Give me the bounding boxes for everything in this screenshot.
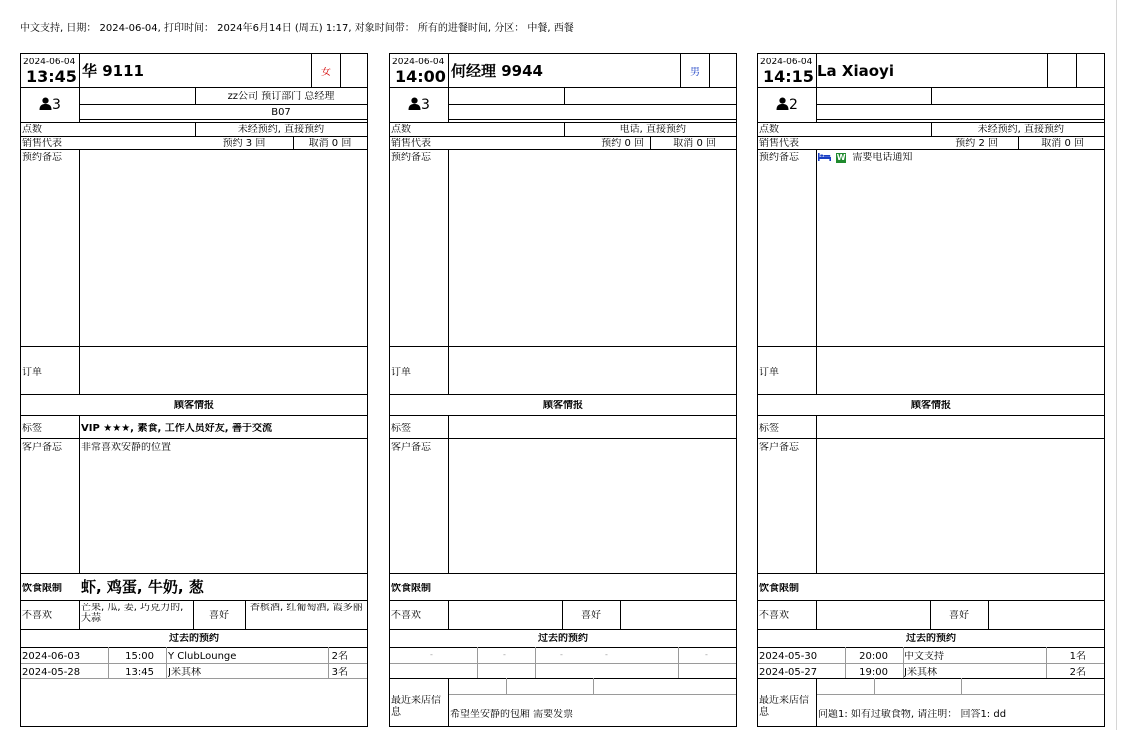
history-count: 2名	[1069, 667, 1086, 678]
guest-count-value: 2	[789, 97, 798, 113]
reserve-type: 未经预约, 直接预约	[237, 124, 325, 135]
page-edge-line	[1116, 0, 1117, 730]
customer-notes-label: 客户备忘	[22, 442, 62, 453]
reservation-date: 2024-06-04	[760, 58, 813, 67]
history-time: 20:00	[859, 651, 888, 662]
reserve-count: 预约 0 回	[601, 138, 644, 149]
recent-info-label: 最近来店信息	[759, 695, 809, 718]
table-number: B07	[271, 107, 291, 118]
likes-label: 喜好	[209, 610, 229, 621]
gender-badge: 男	[690, 67, 700, 78]
history-time: 19:00	[859, 667, 888, 678]
reserve-count: 预约 2 回	[955, 138, 998, 149]
reserve-count: 预约 3 回	[222, 138, 266, 149]
reservation-notes-label: 预约备忘	[22, 152, 62, 163]
sales-rep-label: 销售代表	[759, 138, 799, 149]
history-date: 2024-05-28	[22, 667, 81, 678]
history-date: 2024-06-03	[22, 651, 81, 662]
customer-notes-label: 客户备忘	[391, 442, 431, 453]
likes-label: 喜好	[949, 610, 969, 621]
tags-label: 标签	[391, 423, 411, 434]
guest-count-value: 3	[52, 97, 61, 113]
recent-info-value: 希望坐安静的包厢 需要发票	[450, 709, 574, 720]
customer-info-heading: 顾客情报	[543, 400, 583, 411]
reserve-type: 未经预约, 直接预约	[977, 124, 1064, 135]
reservation-card-1[interactable]	[20, 53, 368, 727]
history-time: 15:00	[125, 651, 154, 662]
reservation-notes-label: 预约备忘	[759, 152, 799, 163]
gender-badge: 女	[321, 67, 331, 78]
points-label: 点数	[22, 124, 42, 135]
history-placeholder: -	[430, 651, 433, 659]
tags-label: 标签	[22, 423, 42, 434]
dislikes-label: 不喜欢	[22, 610, 52, 621]
customer-info-heading: 顾客情报	[911, 400, 951, 411]
cancel-count: 取消 0 回	[1041, 138, 1084, 149]
guest-name: 华 9111	[82, 63, 144, 80]
history-placeholder: -	[560, 651, 563, 659]
guest-count	[776, 97, 798, 113]
w-badge-icon: W	[836, 153, 846, 162]
reserve-type: 电话, 直接预约	[619, 124, 686, 135]
dietary-label: 饮食限制	[391, 583, 431, 594]
tags-label: 标签	[759, 423, 779, 434]
bed-icon	[818, 152, 831, 161]
points-label: 点数	[759, 124, 779, 135]
dietary-label: 饮食限制	[22, 583, 62, 594]
recent-info-value: 问题1: 如有过敏食物, 请注明： 回答1: dd	[818, 709, 1007, 720]
likes-value: 香槟酒, 红葡萄酒, 霞多丽	[250, 603, 363, 613]
reservation-date: 2024-06-04	[392, 58, 445, 67]
history-placeholder: -	[705, 651, 708, 659]
reservation-time: 14:00	[395, 68, 446, 86]
tags-value: VIP ★★★, 素食, 工作人员好友, 善于交流	[81, 423, 273, 434]
reservation-notes-value	[818, 152, 912, 163]
guest-name: La Xiaoyi	[817, 63, 894, 80]
history-place: Y ClubLounge	[168, 651, 237, 662]
sales-rep-label: 销售代表	[391, 138, 431, 149]
dietary-value: 虾, 鸡蛋, 牛奶, 葱	[81, 579, 204, 596]
history-place: J米其林	[168, 667, 201, 678]
company-title: zz公司 预订部门 总经理	[227, 91, 335, 102]
reservation-time: 14:15	[763, 68, 814, 86]
order-label: 订单	[759, 367, 779, 378]
recent-info-label: 最近来店信息	[391, 695, 441, 718]
customer-notes-label: 客户备忘	[759, 442, 799, 453]
customer-notes-value: 非常喜欢安静的位置	[81, 442, 171, 453]
history-place: 中文支持	[904, 651, 944, 662]
history-place: J米其林	[904, 667, 937, 678]
print-header: 中文支持, 日期： 2024-06-04, 打印时间： 2024年6月14日 (周五) 1:17, 对象时间带： 所有的进餐时间, 分区： 中餐, 西餐	[20, 23, 574, 34]
order-label: 订单	[22, 367, 42, 378]
guest-count	[39, 97, 61, 113]
reservation-notes-text: 需要电话通知	[852, 152, 913, 163]
person-icon	[776, 97, 789, 110]
cancel-count: 取消 0 回	[308, 138, 352, 149]
person-icon	[39, 97, 52, 110]
past-reservations-heading: 过去的预约	[169, 633, 219, 644]
history-count: 2名	[331, 651, 348, 662]
reservation-card-2[interactable]	[389, 53, 737, 727]
person-icon	[408, 97, 421, 110]
dislikes-label: 不喜欢	[759, 610, 789, 621]
history-count: 1名	[1069, 651, 1086, 662]
history-date: 2024-05-30	[759, 651, 818, 662]
history-date: 2024-05-27	[759, 667, 818, 678]
guest-count	[408, 97, 430, 113]
reservation-date: 2024-06-04	[23, 58, 76, 67]
reservation-notes-label: 预约备忘	[391, 152, 431, 163]
guest-name: 何经理 9944	[451, 63, 543, 80]
customer-info-heading: 顾客情报	[174, 400, 214, 411]
points-label: 点数	[391, 124, 411, 135]
history-count: 3名	[331, 667, 348, 678]
sales-rep-label: 销售代表	[22, 138, 62, 149]
order-label: 订单	[391, 367, 411, 378]
history-placeholder: -	[503, 651, 506, 659]
past-reservations-heading: 过去的预约	[906, 633, 956, 644]
dislikes-value: 芒果, 瓜, 姜, 巧克力的, 大蒜	[81, 603, 184, 624]
dislikes-label: 不喜欢	[391, 610, 421, 621]
history-time: 13:45	[125, 667, 154, 678]
reservation-time: 13:45	[26, 68, 77, 86]
past-reservations-heading: 过去的预约	[538, 633, 588, 644]
dietary-label: 饮食限制	[759, 583, 799, 594]
history-placeholder: -	[605, 651, 608, 659]
guest-count-value: 3	[421, 97, 430, 113]
reservation-card-3[interactable]	[757, 53, 1105, 727]
likes-label: 喜好	[581, 610, 601, 621]
cancel-count: 取消 0 回	[673, 138, 716, 149]
